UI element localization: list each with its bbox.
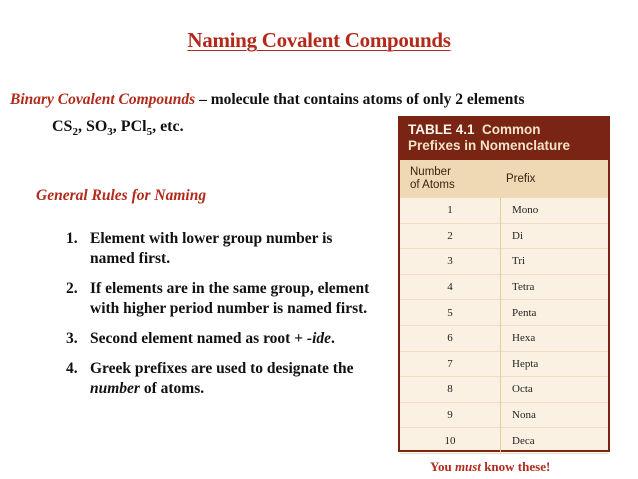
formula-so-sub: 3 [107, 126, 113, 139]
rule-text-em: -ide [306, 330, 332, 347]
slide-title: Naming Covalent Compounds [187, 28, 451, 52]
rule-number: 3. [66, 330, 78, 347]
formula-etc: , etc. [152, 118, 184, 135]
cell-prefix: Octa [512, 383, 533, 396]
cell-prefix: Penta [512, 306, 537, 319]
cell-number: 10 [444, 434, 456, 447]
prefix-table [398, 116, 610, 452]
rule-item [66, 229, 376, 269]
cell-prefix: Mono [512, 204, 539, 217]
definition [10, 91, 525, 109]
table-row [400, 428, 608, 454]
rule-text-pre: Greek prefixes are used to designate the [90, 360, 354, 377]
memorize-note [430, 459, 550, 475]
cell-number: 1 [447, 204, 453, 217]
table-body [400, 198, 608, 454]
cell-number: 3 [447, 255, 453, 268]
table-row [400, 300, 608, 326]
rule-text-post: of atoms. [139, 380, 205, 397]
cell-prefix: Di [512, 229, 523, 242]
cell-prefix: Hexa [512, 332, 536, 345]
rules-list [66, 229, 376, 409]
formula-cs: CS [52, 118, 73, 135]
cell-number: 8 [447, 383, 453, 396]
definition-term: Binary Covalent Compounds [10, 91, 196, 108]
table-caption-line1: Common [482, 122, 541, 137]
cell-number: 9 [447, 409, 453, 422]
table-row [400, 275, 608, 301]
rule-text-em: number [90, 380, 140, 397]
column-header-number-line1: Number [410, 166, 451, 178]
rule-item [66, 279, 376, 319]
cell-prefix: Nona [512, 409, 536, 422]
rule-number: 4. [66, 360, 78, 377]
column-divider [500, 198, 501, 454]
table-column-headers [400, 160, 608, 198]
rule-number: 1. [66, 230, 78, 247]
rule-text-pre: Second element named as root + [90, 330, 307, 347]
rule-text: Element with lower group number is named first. [90, 230, 333, 267]
formula-pcl-sub: 5 [146, 126, 153, 139]
table-row [400, 224, 608, 250]
rule-number: 2. [66, 280, 78, 297]
note-em: must [454, 459, 481, 474]
cell-number: 6 [447, 332, 453, 345]
table-caption [400, 118, 608, 160]
example-formulas [52, 118, 184, 138]
note-post: know these! [480, 459, 551, 474]
cell-prefix: Deca [512, 434, 535, 447]
table-row [400, 403, 608, 429]
rule-text: If elements are in the same group, element with higher period number is named first. [90, 280, 370, 317]
rule-item [66, 359, 376, 399]
rules-heading: General Rules for Naming [36, 187, 207, 204]
rule-text [90, 329, 376, 349]
note-pre: You [430, 459, 455, 474]
formula-cs-sub: 2 [72, 126, 78, 139]
formula-so: , SO [77, 118, 108, 135]
table-row [400, 352, 608, 378]
cell-number: 7 [447, 357, 453, 370]
table-label: TABLE 4.1 [408, 122, 475, 137]
cell-number: 4 [447, 281, 453, 294]
table-row [400, 377, 608, 403]
definition-text: – molecule that contains atoms of only 2 elements [195, 91, 525, 108]
formula-pcl: , PCl [112, 118, 147, 135]
cell-prefix: Tri [512, 255, 526, 268]
cell-prefix: Tetra [512, 281, 535, 294]
column-header-number [400, 166, 500, 192]
column-header-number-line2: of Atoms [410, 179, 455, 191]
table-row [400, 326, 608, 352]
column-header-prefix: Prefix [506, 172, 536, 185]
rule-text-post: . [331, 330, 335, 347]
rule-item [66, 329, 376, 349]
cell-number: 5 [447, 306, 453, 319]
table-row [400, 249, 608, 275]
table-row [400, 198, 608, 224]
cell-number: 2 [447, 229, 453, 242]
cell-prefix: Hepta [512, 357, 539, 370]
rule-text [90, 359, 376, 399]
table-caption-line2: Prefixes in Nomenclature [408, 138, 571, 153]
